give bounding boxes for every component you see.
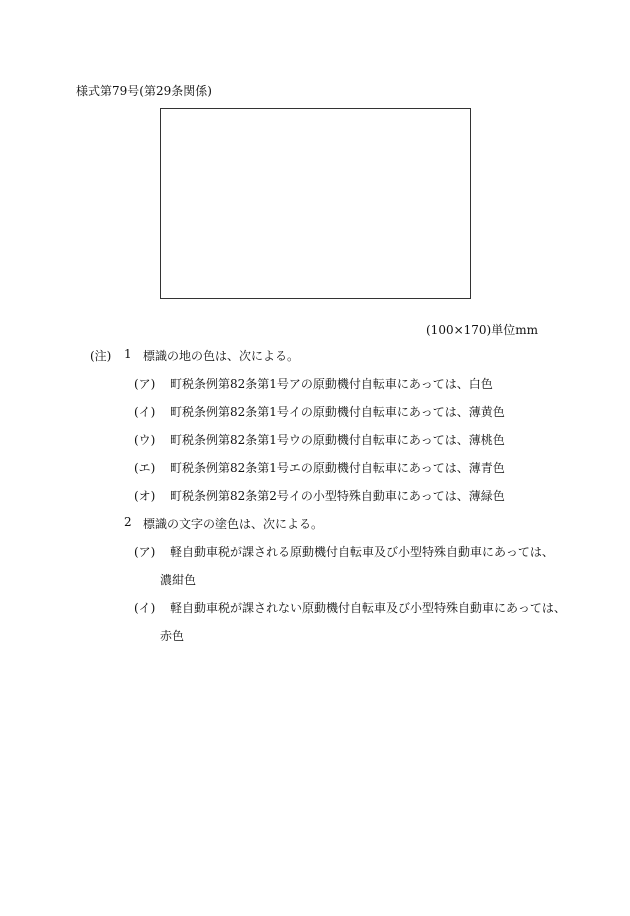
sub-item-mark: (ア) — [134, 377, 156, 391]
form-title: 様式第79号(第29条関係) — [76, 84, 212, 98]
sub-item-mark: (イ) — [134, 405, 156, 419]
note-item-1-text: 標識の地の色は、次による。 — [143, 349, 300, 363]
sub-item-mark: (オ) — [134, 489, 156, 503]
note-item-2-number: 2 — [124, 515, 132, 529]
sub-item-mark: (イ) — [134, 601, 156, 615]
sub-item-text: 町税条例第82条第1号ウの原動機付自転車にあっては、薄桃色 — [170, 433, 505, 447]
sub-item-text: 町税条例第82条第1号イの原動機付自転車にあっては、薄黄色 — [170, 405, 505, 419]
size-label: (100×170)単位mm — [426, 323, 538, 337]
sub-item-mark: (ウ) — [134, 433, 156, 447]
sub-item-mark: (エ) — [134, 461, 156, 475]
note-item-2-text: 標識の文字の塗色は、次による。 — [143, 517, 324, 531]
sub-item-text: 軽自動車税が課されない原動機付自転車及び小型特殊自動車にあっては、 — [170, 601, 566, 615]
note-item-1-number: 1 — [124, 347, 132, 361]
note-mark: (注) — [90, 349, 112, 363]
sub-item-text: 軽自動車税が課される原動機付自転車及び小型特殊自動車にあっては、 — [170, 545, 554, 559]
sub-item-continuation: 赤色 — [160, 629, 185, 643]
sub-item-text: 町税条例第82条第1号アの原動機付自転車にあっては、白色 — [170, 377, 493, 391]
sub-item-mark: (ア) — [134, 545, 156, 559]
sub-item-text: 町税条例第82条第1号エの原動機付自転車にあっては、薄青色 — [170, 461, 505, 475]
sub-item-continuation: 濃紺色 — [160, 573, 197, 587]
sub-item-text: 町税条例第82条第2号イの小型特殊自動車にあっては、薄緑色 — [170, 489, 505, 503]
license-plate-frame — [160, 108, 471, 299]
